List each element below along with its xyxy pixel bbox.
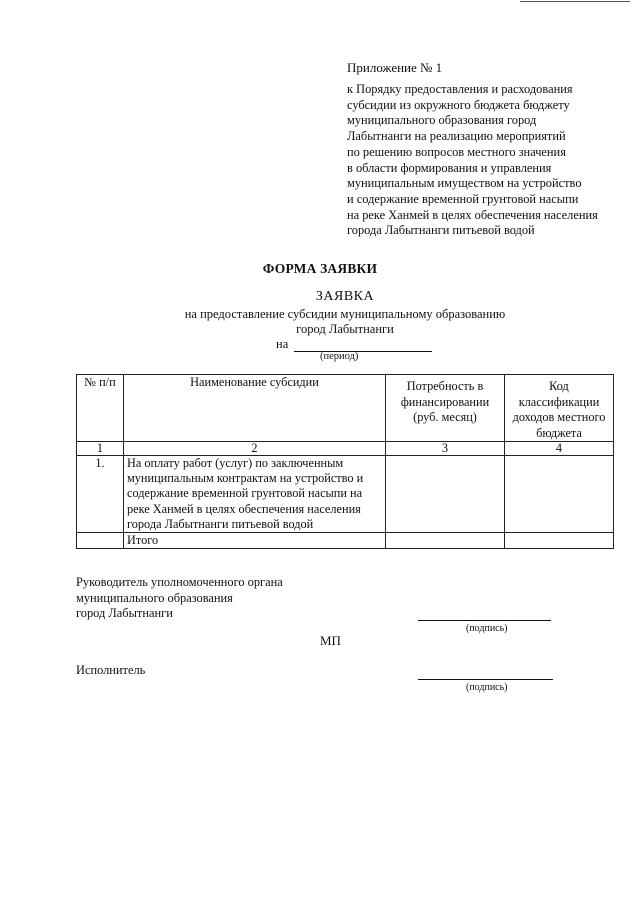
- column-number: 1: [77, 442, 124, 456]
- appendix-line: и содержание временной грунтовой насыпи: [347, 191, 579, 206]
- appendix-line: Лабытнанги на реализацию мероприятий: [347, 129, 566, 144]
- head-signature-caption: (подпись): [466, 623, 508, 634]
- total-number-cell: [77, 533, 124, 549]
- table-row: [77, 456, 614, 533]
- total-label: Итого: [124, 533, 386, 549]
- top-corner-mark: [520, 0, 630, 2]
- executor-label: Исполнитель: [76, 663, 146, 677]
- row-subsidy-name: На оплату работ (услуг) по заключенным муниципальным контрактам на устройство и содержание временной грунтовой насыпи на реке Ханмей в целях обеспечения населения города Лабытнанги питьевой водой: [124, 456, 386, 533]
- total-amount-cell[interactable]: [386, 533, 505, 549]
- table-header-row: [77, 375, 614, 442]
- subsidy-table: [76, 374, 614, 549]
- appendix-line: к Порядку предоставления и расходования: [347, 82, 573, 96]
- period-caption: (период): [320, 351, 359, 362]
- row-number: 1.: [77, 456, 124, 533]
- appendix-line: муниципальным имуществом на устройство: [347, 176, 582, 191]
- table-numbering-row: [77, 442, 614, 456]
- form-title: ФОРМА ЗАЯВКИ: [262, 261, 378, 276]
- appendix-line: города Лабытнанги питьевой водой: [347, 223, 535, 238]
- appendix-line: по решению вопросов местного значения: [347, 144, 566, 159]
- column-number: 4: [505, 442, 614, 456]
- column-number: 2: [124, 442, 386, 456]
- column-number: 3: [386, 442, 505, 456]
- period-prefix: на: [276, 337, 289, 351]
- stamp-placeholder: МП: [320, 633, 341, 648]
- appendix-line: в области формирования и управления: [347, 160, 552, 175]
- header-subsidy-name: Наименование субсидии: [124, 375, 386, 442]
- appendix-line: на реке Ханмей в целях обеспечения населения: [347, 207, 598, 222]
- header-number: № п/п: [77, 375, 124, 442]
- header-funding-need: Потребность в финансировании (руб. месяц): [386, 375, 505, 442]
- application-title: ЗАЯВКА: [315, 289, 375, 304]
- appendix-title: Приложение № 1: [347, 60, 443, 75]
- period-field: [276, 337, 432, 352]
- row-funding-amount[interactable]: [386, 456, 505, 533]
- application-subtitle: на предоставление субсидии муниципальному образованию: [184, 307, 506, 321]
- row-income-code[interactable]: [505, 456, 614, 533]
- appendix-line: субсидии из окружного бюджета бюджету: [347, 97, 570, 112]
- application-subtitle-city: город Лабытнанги: [296, 322, 394, 336]
- head-signature-line[interactable]: [418, 620, 551, 621]
- table-total-row: [77, 533, 614, 549]
- total-code-cell[interactable]: [505, 533, 614, 549]
- appendix-line: муниципального образования город: [347, 113, 537, 128]
- header-income-code: Код классификации доходов местного бюджета: [505, 375, 614, 442]
- executor-signature-line[interactable]: [418, 679, 553, 680]
- period-blank-line[interactable]: [294, 339, 432, 352]
- head-of-authority-block: Руководитель уполномоченного органа муниципального образования город Лабытнанги: [76, 575, 283, 620]
- executor-signature-caption: (подпись): [466, 682, 508, 693]
- appendix-description: [347, 82, 627, 239]
